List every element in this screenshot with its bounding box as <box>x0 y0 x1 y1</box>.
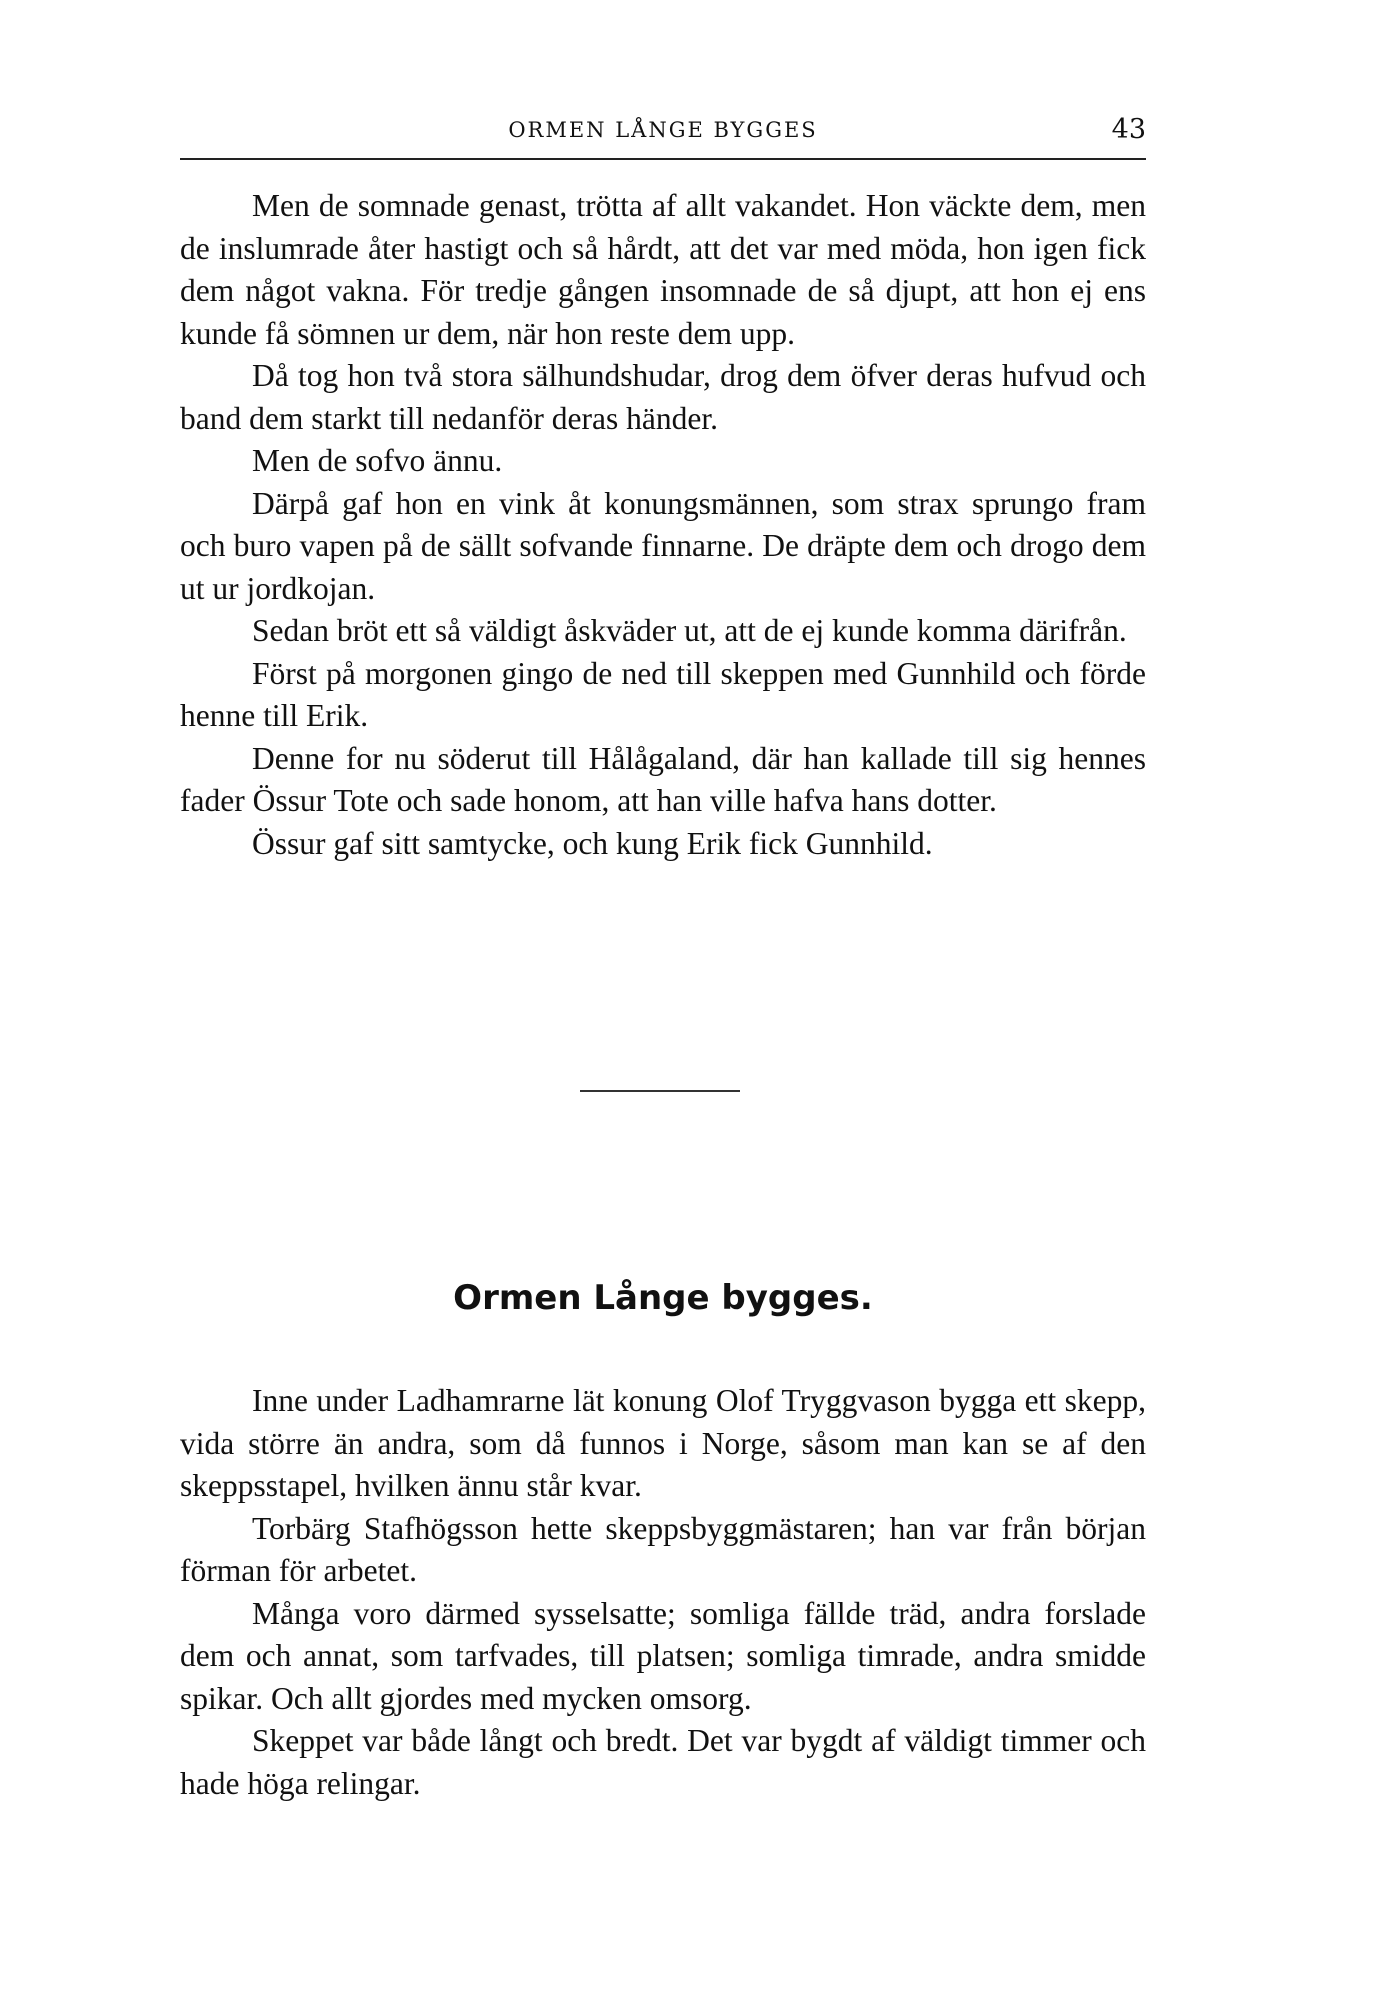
paragraph: Men de somnade genast, trötta af allt vakandet. Hon väckte dem, men de inslumrade åter hastigt och så hårdt, att det var med möda, hon igen fick dem något vakna. För tredje gången insomnade de så djupt, att hon ej ens kunde få sömnen ur dem, när hon reste dem upp. <box>180 188 1146 351</box>
paragraph: Skeppet var både långt och bredt. Det var bygdt af väldigt timmer och hade höga relingar. <box>180 1723 1146 1801</box>
paragraph: Denne for nu söderut till Hålågaland, där han kallade till sig hennes fader Össur Tote och sade honom, att han ville hafva hans dotter. <box>180 740 1146 818</box>
header-rule <box>180 158 1146 160</box>
page-number: 43 <box>1111 114 1146 145</box>
paragraph: Då tog hon två stora sälhundshudar, drog dem öfver deras hufvud och band dem starkt till nedanför deras händer. <box>180 358 1146 436</box>
paragraph: Men de sofvo ännu. <box>252 443 503 478</box>
section-body-text <box>180 1380 1146 1805</box>
paragraph: Många voro därmed sysselsatte; somliga fällde träd, andra forslade dem och annat, som tarfvades, till platsen; somliga timrade, andra smidde spikar. Och allt gjordes med mycken omsorg. <box>180 1595 1146 1716</box>
running-title: ORMEN LÅNGE BYGGES <box>508 118 818 142</box>
paragraph: Därpå gaf hon en vink åt konungsmännen, som strax sprungo fram och buro vapen på de sällt sofvande finnarne. De dräpte dem och drogo dem ut ur jordkojan. <box>180 485 1146 606</box>
paragraph: Torbärg Stafhögsson hette skeppsbyggmästaren; han var från början förman för arbetet. <box>180 1510 1146 1588</box>
chapter-ending-text <box>180 185 1146 865</box>
section-heading: Ormen Långe bygges. <box>453 1278 873 1318</box>
paragraph: Först på morgonen gingo de ned till skeppen med Gunnhild och förde henne till Erik. <box>180 655 1146 733</box>
paragraph: Inne under Ladhamrarne lät konung Olof Tryggvason bygga ett skepp, vida större än andra, som då funnos i Norge, såsom man kan se af den skeppsstapel, hvilken ännu står kvar. <box>180 1383 1146 1503</box>
running-head <box>180 114 1146 148</box>
paragraph: Össur gaf sitt samtycke, och kung Erik fick Gunnhild. <box>252 825 933 861</box>
paragraph: Sedan bröt ett så väldigt åskväder ut, att de ej kunde komma därifrån. <box>252 613 1127 648</box>
section-divider <box>580 1090 740 1092</box>
